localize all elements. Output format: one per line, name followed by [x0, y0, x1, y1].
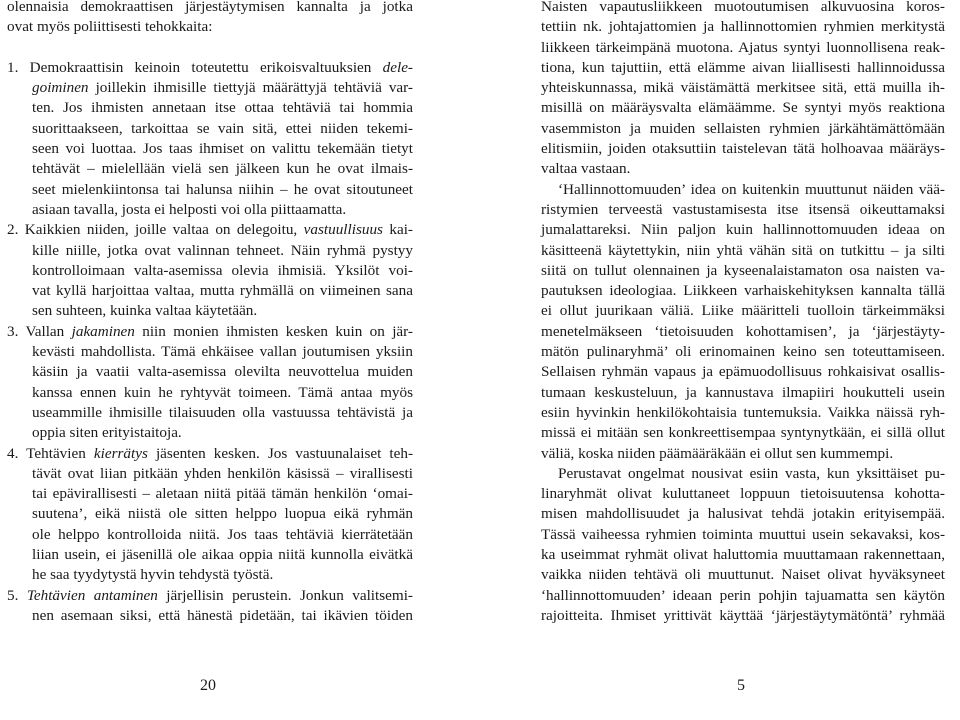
text-line: [7, 504, 413, 524]
text-line: [541, 98, 945, 118]
text-line: [7, 159, 413, 179]
text-line: [7, 342, 413, 362]
text-segment: Naisten vapautusliikkeen muotoutumisen alkuvuosina koros-: [541, 0, 945, 15]
emphasized-term: goiminen: [32, 79, 89, 97]
text-segment: tumaan keskusteluun, ja kannustava ilmapiiri houkutteli usein: [541, 383, 945, 401]
emphasized-term: jakaminen: [71, 322, 135, 340]
text-line: [7, 261, 413, 281]
text-line: [7, 362, 413, 382]
text-line: [541, 606, 945, 626]
right-page-number: 5: [737, 677, 745, 694]
text-segment: Sellaisen ryhmän vapaus ja epämuodollisuus rohkaisivat osallis-: [541, 363, 945, 381]
text-segment: missä ei mitään sen konkreettisempaa syntynytkään, ei sillä ollut: [541, 424, 945, 442]
text-segment: ole helppo kontrolloida niitä. Jos taas tehtäviä kierrätetään: [32, 525, 413, 543]
text-line: [541, 423, 945, 443]
text-line: [541, 362, 945, 382]
text-line: [7, 241, 413, 261]
text-segment: pautuksen ideologiaa. Liikkeen varhaiskehityksen kannalta tällä: [541, 282, 945, 300]
text-segment: suorittaakseen, tarkoittaa se vain sitä, ettei niiden tekemi-: [32, 119, 413, 137]
text-line: [7, 0, 413, 17]
text-segment: vat kyllä harjoittaa valtaa, mutta ryhmällä on viimeinen sana: [32, 282, 413, 300]
text-segment: ten. Jos ihmisten annetaan itse ottaa tehtäviä tai hommia: [32, 99, 413, 117]
text-segment: ka useimmat ryhmät olivat haluttomia muuttamaan rakennettaan,: [541, 546, 945, 564]
text-segment: 4. Tehtävien: [7, 444, 94, 462]
text-line: [541, 484, 945, 504]
emphasized-term: vastuullisuus: [303, 221, 383, 239]
text-line: [7, 606, 413, 626]
text-segment: vaikka niiden tehtävä oli muuttunut. Naiset olivat hyväksyneet: [541, 566, 945, 584]
text-line: [541, 0, 945, 17]
text-segment: linaryhmät olivat kuluttaneet loppuun tietoisuutensa kohotta-: [541, 485, 945, 503]
text-segment: ei ollut juurikaan väliä. Liike määritteli tuolloin tärkeimmäksi: [541, 302, 945, 320]
text-segment: seet mielenkiintonsa tai halunsa niihin – he ovat sitoutuneet: [32, 180, 413, 198]
text-segment: kontrolloimaan valta-asemissa olevia ihmisiä. Yksilöt voi-: [32, 261, 413, 279]
text-segment: misen mahdollisuudet ja halusivat tehdä jotakin erityisempää.: [541, 505, 945, 523]
text-segment: 2. Kaikkien niiden, joille valtaa on delegoitu,: [7, 221, 304, 239]
text-segment: asiaan tavalla, josta ei helposti voi olla piittaamatta.: [32, 200, 347, 218]
text-segment: liian usein, ei jäsenillä ole aikaa oppia niitä kunnolla eivätkä: [32, 546, 413, 564]
text-line: [7, 545, 413, 565]
text-line: [7, 464, 413, 484]
text-segment: käsiin ja vaatii valta-asemissa olevilta neuvottelua muiden: [32, 363, 413, 381]
text-segment: Perustavat ongelmat nousivat esiin vasta, kun yksittäiset pu-: [558, 464, 945, 482]
left-page-text-column: [7, 0, 413, 626]
text-line: [541, 58, 945, 78]
right-page-text-column: [541, 0, 945, 626]
text-line: [7, 423, 413, 443]
emphasized-term: dele-: [382, 58, 413, 76]
text-segment: jumalattareksi. Niin paljon kuin hallinnottomuuden ideaa on: [541, 221, 945, 239]
text-segment: elitismiin, joiden otaksuttiin taistelevan tätä holhoavaa määräys-: [541, 140, 945, 158]
text-segment: väliä, koska niiden päämääräkään ei ollut sen kummempi.: [541, 444, 894, 462]
text-line: [541, 261, 945, 281]
text-line: [7, 322, 413, 342]
text-segment: Tässä vaiheessa ryhmien toiminta muuttui usein sekavaksi, kos-: [541, 525, 945, 543]
text-segment: kevästi mahdollista. Tämä ehkäisee vallan joutumisen yksiin: [32, 343, 413, 361]
text-segment: ristymien terveestä vastustamisesta itse itsensä oikeuttamaksi: [541, 200, 945, 218]
text-line: [541, 17, 945, 37]
text-segment: esiin hyvinkin henkilökohtaisia tuntemuksia. Vaikka näissä ryh-: [541, 403, 945, 421]
text-line: [7, 78, 413, 98]
text-segment: ovat myös poliittisesti tehokkaita:: [7, 18, 213, 36]
text-segment: rajoitteita. Ihmiset yrittivät käyttää ‘järjestäytymätöntä’ ryhmää: [541, 606, 945, 624]
text-segment: suutena’, eikä niistä ole sitten helppo luopua eikä ryhmän: [32, 505, 413, 523]
emphasized-term: Tehtävien antaminen: [26, 586, 158, 604]
text-line: [541, 464, 945, 484]
text-segment: vasemmiston ja muiden sellaisten ryhmien järkähtämättömään: [541, 119, 945, 137]
text-line: [541, 78, 945, 98]
text-line: [7, 58, 413, 78]
text-line: [7, 17, 413, 37]
text-line: [541, 281, 945, 301]
text-line: [541, 525, 945, 545]
text-segment: tettiin nk. johtajattomien ja hallinnottomien ryhmien merkitystä: [541, 18, 945, 36]
text-line: [7, 119, 413, 139]
text-segment: 5.: [7, 586, 27, 604]
text-segment: 3. Vallan: [7, 322, 72, 340]
text-segment: nen asemaan siksi, että hänestä pidetään, tai ikävien töiden: [32, 606, 413, 624]
text-segment: mätön pulinaryhmä’ oli erinomainen keino sen toteuttamiseen.: [541, 343, 945, 361]
text-line: [7, 565, 413, 585]
text-line: [7, 586, 413, 606]
text-segment: tai epävirallisesti – aletaan niitä pitää tämän henkilön ‘omai-: [32, 485, 413, 503]
text-line: [7, 403, 413, 423]
text-line: [541, 200, 945, 220]
text-line: [541, 38, 945, 58]
text-line: [541, 220, 945, 240]
right-page: [480, 0, 960, 720]
text-line: [7, 98, 413, 118]
text-segment: käsitteenä käytettykin, niin yhtä vähän sitä on tutkittu – ja silti: [541, 241, 945, 259]
text-line: [7, 200, 413, 220]
text-line: [541, 504, 945, 524]
text-segment: jäsenten kesken. Jos vastuunalaiset teh-: [147, 444, 414, 462]
text-segment: tiona, kun tajuttiin, että elämme aivan liiallisesti hallinnoidussa: [541, 58, 945, 76]
text-line: [541, 159, 945, 179]
text-segment: tävät ovat liian pitkään yhden henkilön käsissä – virallisesti: [32, 464, 413, 482]
text-line: [541, 241, 945, 261]
text-line: [7, 220, 413, 240]
text-segment: kille niille, jotka ovat valinnan tehneet. Näin ryhmä pystyy: [32, 241, 413, 259]
text-line: [7, 484, 413, 504]
text-segment: oppia siten erityistaitoja.: [32, 424, 182, 442]
text-line: [7, 301, 413, 321]
text-segment: misillä on määräysvalta elämäämme. Se syntyi myös reaktiona: [541, 99, 945, 117]
text-segment: tehtävät – mielellään vielä sen jälkeen kun he ovat ilmais-: [32, 160, 413, 178]
text-segment: yhteiskunnassa, mikä väistämättä merkitsee sitä, että muilla ih-: [541, 79, 945, 97]
text-segment: kai-: [382, 221, 413, 239]
text-line: [541, 180, 945, 200]
text-line: [7, 525, 413, 545]
text-line: [7, 180, 413, 200]
text-line: [7, 139, 413, 159]
text-line: [541, 383, 945, 403]
text-line: [541, 565, 945, 585]
text-segment: järjellisin perustein. Jonkun valitsemi-: [157, 586, 413, 604]
text-line: [541, 322, 945, 342]
text-line: [541, 444, 945, 464]
text-segment: ‘Hallinnottomuuden’ idea on kuitenkin muuttunut näiden vää-: [558, 180, 945, 198]
text-segment: valtaa vastaan.: [541, 160, 631, 178]
text-segment: niin monien ihmisten kesken kuin on jär-: [134, 322, 413, 340]
text-segment: sen suhteen, kuinka valtaa käytetään.: [32, 302, 258, 320]
text-line: [7, 444, 413, 464]
text-segment: useammille ihmisille tilaisuuden olla vastuussa tehtävistä ja: [32, 403, 413, 421]
text-segment: liikkeen tärkeimpänä muotona. Ajatus syntyi luonnollisena reak-: [541, 38, 945, 56]
text-segment: 1. Demokraattisin keinoin toteutettu erikoisvaltuuksien: [7, 58, 383, 76]
text-line: [541, 545, 945, 565]
text-segment: siitä on tullut olennainen ja kyseenalaistamaton osa naisten va-: [541, 261, 945, 279]
text-segment: kanssa ennen kuin he ryhtyvät toimeen. Tämä antaa myös: [32, 383, 413, 401]
text-segment: he saa tyydytystä hyvin tehdystä työstä.: [32, 566, 274, 584]
text-segment: menetelmäkseen ‘tietoisuuden kohottamisen’, ja ‘järjestäyty-: [541, 322, 945, 340]
text-segment: seen voi luottaa. Jos taas ihmiset on valittu tekemään tietyt: [32, 140, 413, 158]
text-segment: ‘hallinnottomuuden’ ideaan perin pohjin tajuamatta sen käytön: [541, 586, 945, 604]
text-line: [541, 301, 945, 321]
text-segment: joillekin ihmisille tiettyjä määrättyjä tehtäviä var-: [88, 79, 413, 97]
left-page-number: 20: [200, 677, 216, 694]
text-line: [7, 281, 413, 301]
text-line: [541, 139, 945, 159]
emphasized-term: kierrätys: [93, 444, 148, 462]
text-line: [7, 383, 413, 403]
text-line: [541, 119, 945, 139]
text-segment: olennaisia demokraattisen järjestäytymisen kannalta ja jotka: [7, 0, 413, 15]
text-line: [541, 586, 945, 606]
text-line: [541, 403, 945, 423]
text-line: [7, 38, 413, 58]
text-line: [541, 342, 945, 362]
